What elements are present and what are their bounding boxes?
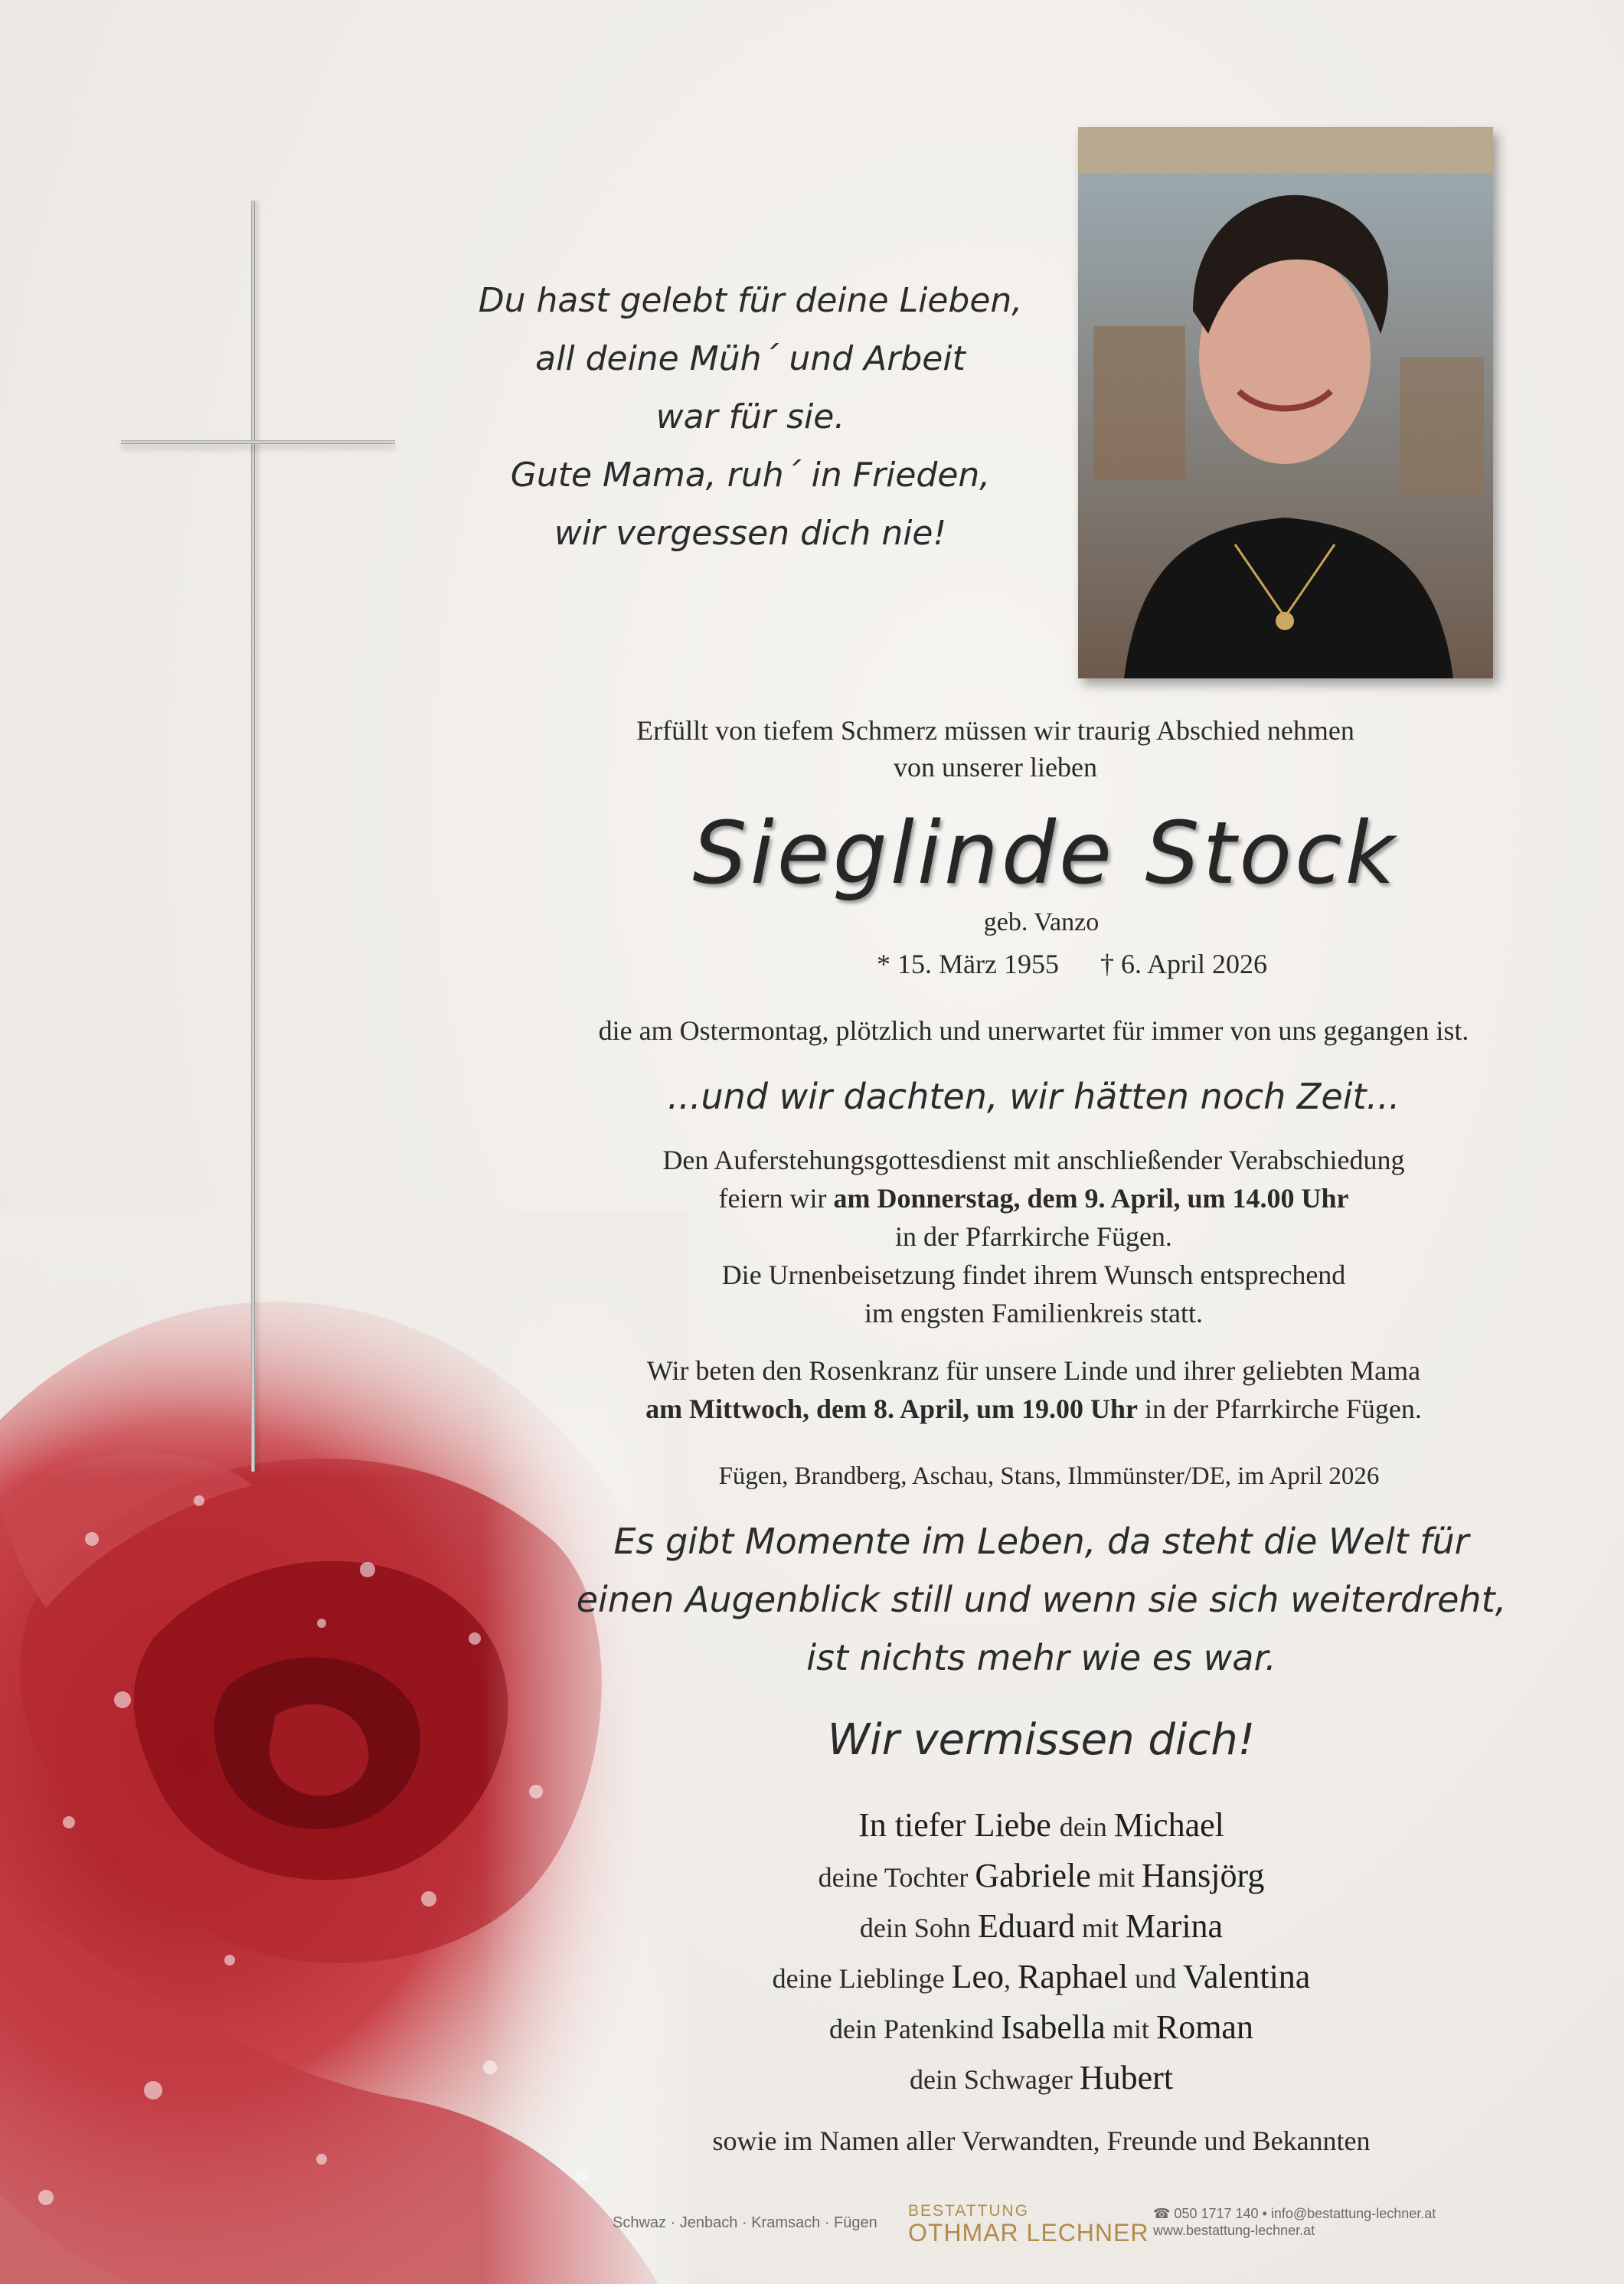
mourner-line (613, 2054, 1470, 2104)
poem-line: all deine Müh´ und Arbeit (535, 339, 966, 378)
rosary-location: in der Pfarrkirche Fügen. (1138, 1394, 1422, 1424)
contact-phone-email: ☎ 050 1717 140 • info@bestattung-lechner.at (1153, 2206, 1436, 2221)
mourner-line (613, 1902, 1470, 1952)
mourner-relation: mit (1075, 1913, 1126, 1943)
mourner-line (613, 2003, 1470, 2054)
intro-text (590, 712, 1401, 786)
life-dates (689, 948, 1455, 980)
funeral-date-time: am Donnerstag, dem 9. April, um 14.00 Uhr (833, 1183, 1349, 1214)
mourner-relation: deine Lieblinge (772, 1963, 952, 1994)
cross-vertical-bar (251, 201, 255, 1472)
rosary-date-time: am Mittwoch, dem 8. April, um 19.00 Uhr (645, 1394, 1139, 1424)
intro-line: Erfüllt von tiefem Schmerz müssen wir traurig Abschied nehmen (636, 715, 1354, 746)
mourner-relation: deine Tochter (818, 1862, 975, 1893)
closing-line: sowie im Namen aller Verwandten, Freunde und Bekannten (712, 2126, 1371, 2156)
birth-date: * 15. März 1955 (877, 949, 1059, 979)
quote-text (536, 1512, 1547, 1687)
quote-line: Es gibt Momente im Leben, da steht die Welt für (613, 1521, 1469, 1562)
funeral-line: Die Urnenbeisetzung findet ihrem Wunsch entsprechend (721, 1260, 1346, 1290)
mourner-name: Isabella (1001, 2008, 1106, 2046)
mourner-relation: dein Sohn (859, 1913, 978, 1943)
poem-line: Gute Mama, ruh´ in Frieden, (510, 456, 991, 495)
footer-locations: Schwaz · Jenbach · Kramsach · Fügen (613, 2214, 877, 2231)
rosary-info (536, 1351, 1531, 1428)
mourner-relation: und (1128, 1963, 1184, 1994)
we-miss-you-line: Wir vermissen dich! (827, 1715, 1256, 1765)
mourner-line (613, 1952, 1470, 2003)
mourner-relation: mit (1105, 2014, 1156, 2044)
poem-line: Du hast gelebt für deine Lieben, (478, 281, 1023, 320)
poem-line: war für sie. (655, 397, 845, 436)
contact-website: www.bestattung-lechner.at (1153, 2223, 1315, 2238)
mourners-list (613, 1801, 1470, 2104)
mourner-name: Eduard (977, 1907, 1075, 1945)
mourner-relation: dein (1059, 1812, 1114, 1842)
mourner-name: Marina (1126, 1907, 1224, 1945)
mourner-name: Raphael (1017, 1958, 1129, 1995)
mourner-name: Michael (1113, 1806, 1224, 1844)
script-line: ...und wir dachten, wir hätten noch Zeit... (667, 1076, 1400, 1117)
funeral-text: feiern wir (718, 1183, 834, 1214)
mourner-name: Hubert (1079, 2059, 1174, 2096)
poem-line: wir vergessen dich nie! (554, 514, 947, 553)
funeral-line: Den Auferstehungsgottesdienst mit anschließender Verabschiedung (662, 1145, 1405, 1175)
places-date-line: Fügen, Brandberg, Aschau, Stans, Ilmmünster/DE, im April 2026 (718, 1462, 1380, 1490)
mourner-relation: dein Patenkind (829, 2014, 1002, 2044)
mourner-relation: , (1003, 1963, 1018, 1994)
logo-top-text: BESTATTUNG (908, 2202, 1030, 2220)
logo-main-text: OTHMAR LECHNER (908, 2219, 1149, 2246)
birth-name: geb. Vanzo (983, 908, 1100, 936)
mourner-name: Valentina (1183, 1958, 1311, 1995)
mourner-relation: dein Schwager (909, 2064, 1080, 2095)
mourner-name: Leo (951, 1958, 1004, 1995)
mourner-name: Gabriele (975, 1857, 1091, 1894)
mourner-name: In tiefer Liebe (858, 1806, 1060, 1844)
mourner-name: Roman (1155, 2008, 1253, 2046)
death-notice-line: die am Ostermontag, plötzlich und unerwartet für immer von uns gegangen ist. (598, 1015, 1469, 1046)
poem-text (398, 272, 1103, 563)
mourner-line (613, 1851, 1470, 1902)
deceased-portrait-photo (1078, 127, 1493, 678)
mourner-name: Hansjörg (1141, 1857, 1265, 1894)
rosary-line (536, 1390, 1531, 1428)
mourner-line (613, 1801, 1470, 1851)
funeral-home-logo (908, 2202, 1149, 2247)
death-date: † 6. April 2026 (1100, 949, 1267, 979)
footer-contact (1153, 2205, 1436, 2239)
funeral-line (536, 1179, 1531, 1217)
funeral-line: im engsten Familienkreis statt. (864, 1298, 1203, 1328)
rosary-line: Wir beten den Rosenkranz für unsere Linde und ihrer geliebten Mama (646, 1355, 1421, 1386)
cross-horizontal-bar (121, 440, 395, 444)
funeral-info (536, 1141, 1531, 1332)
mourner-relation: mit (1090, 1862, 1142, 1893)
quote-line: einen Augenblick still und wenn sie sich weiterdreht, (576, 1579, 1507, 1620)
intro-line: von unserer lieben (894, 752, 1097, 783)
quote-line: ist nichts mehr wie es war. (806, 1637, 1276, 1678)
funeral-line: in der Pfarrkirche Fügen. (895, 1221, 1172, 1252)
deceased-name: Sieglinde Stock (692, 804, 1398, 903)
